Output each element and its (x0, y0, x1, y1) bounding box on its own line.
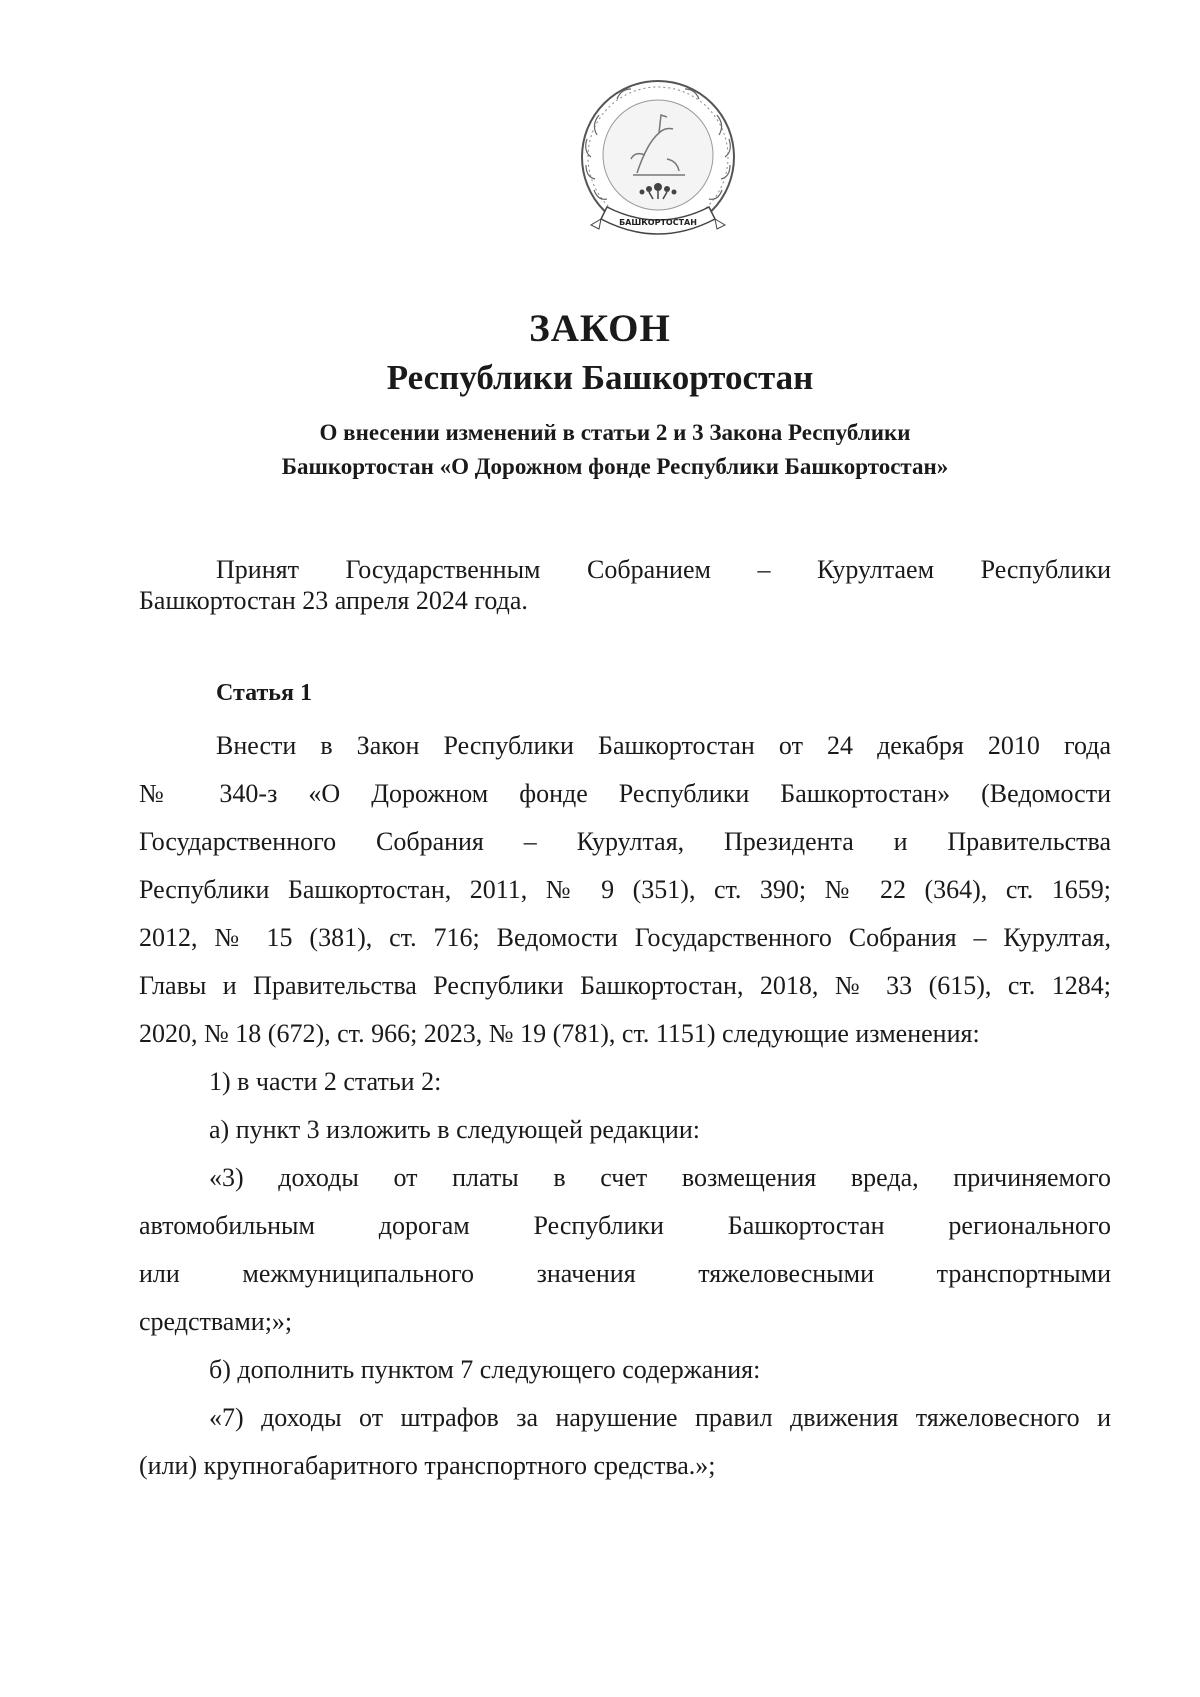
adoption-line-1 (216, 554, 1111, 586)
quoted-text-line: «3) доходы от платы в счет возмещения вреда, причиняемого (209, 1163, 1111, 1192)
article-text-line: Республики Башкортостан, 2011, № 9 (351), ст. 390; № 22 (364), ст. 1659; (139, 875, 1111, 904)
bashkortostan-coat-of-arms-icon (567, 75, 749, 250)
adoption-word: Принят (216, 555, 299, 584)
list-item: б) дополнить пунктом 7 следующего содержания: (209, 1355, 761, 1384)
article-text-line: Государственного Собрания – Курултая, Президента и Правительства (139, 827, 1111, 856)
article-heading: Статья 1 (216, 680, 312, 706)
adoption-line-2: Башкортостан 23 апреля 2024 года. (139, 586, 528, 615)
quoted-text-line: автомобильным дорогам Республики Башкортостан регионального (139, 1211, 1111, 1240)
quoted-text-line: средствами;»; (139, 1307, 293, 1336)
document-title: ЗАКОН (529, 307, 671, 350)
article-text-line: Главы и Правительства Республики Башкортостан, 2018, № 33 (615), ст. 1284; (139, 971, 1111, 1000)
document-subtitle: Республики Башкортостан (386, 358, 814, 397)
adoption-word: Собранием – Курултаем (587, 555, 935, 584)
quoted-text-line: или межмуниципального значения тяжеловесными транспортными (139, 1259, 1111, 1288)
law-name-line-1: О внесении изменений в статьи 2 и 3 Закона Республики (319, 420, 911, 445)
adoption-word: Государственным (345, 555, 541, 584)
list-item: а) пункт 3 изложить в следующей редакции: (209, 1115, 700, 1144)
law-name (200, 416, 1030, 484)
article-text-line: 2012, № 15 (381), ст. 716; Ведомости Государственного Собрания – Курултая, (139, 923, 1111, 952)
article-text-line: Внести в Закон Республики Башкортостан от 24 декабря 2010 года (216, 731, 1111, 760)
list-item: 1) в части 2 статьи 2: (209, 1067, 442, 1096)
article-text-line: № 340-з «О Дорожном фонде Республики Башкортостан» (Ведомости (139, 779, 1111, 808)
quoted-text-line: «7) доходы от штрафов за нарушение правил движения тяжеловесного и (209, 1403, 1111, 1432)
law-name-line-2: Башкортостан «О Дорожном фонде Республики Башкортостан» (281, 454, 949, 479)
adoption-word: Республики (980, 555, 1112, 584)
emblem-ribbon-text: БАШКОРТОСТАН (619, 218, 697, 227)
quoted-text-line: (или) крупногабаритного транспортного средства.»; (139, 1451, 716, 1480)
article-text-line: 2020, № 18 (672), ст. 966; 2023, № 19 (781), ст. 1151) следующие изменения: (139, 1019, 980, 1048)
